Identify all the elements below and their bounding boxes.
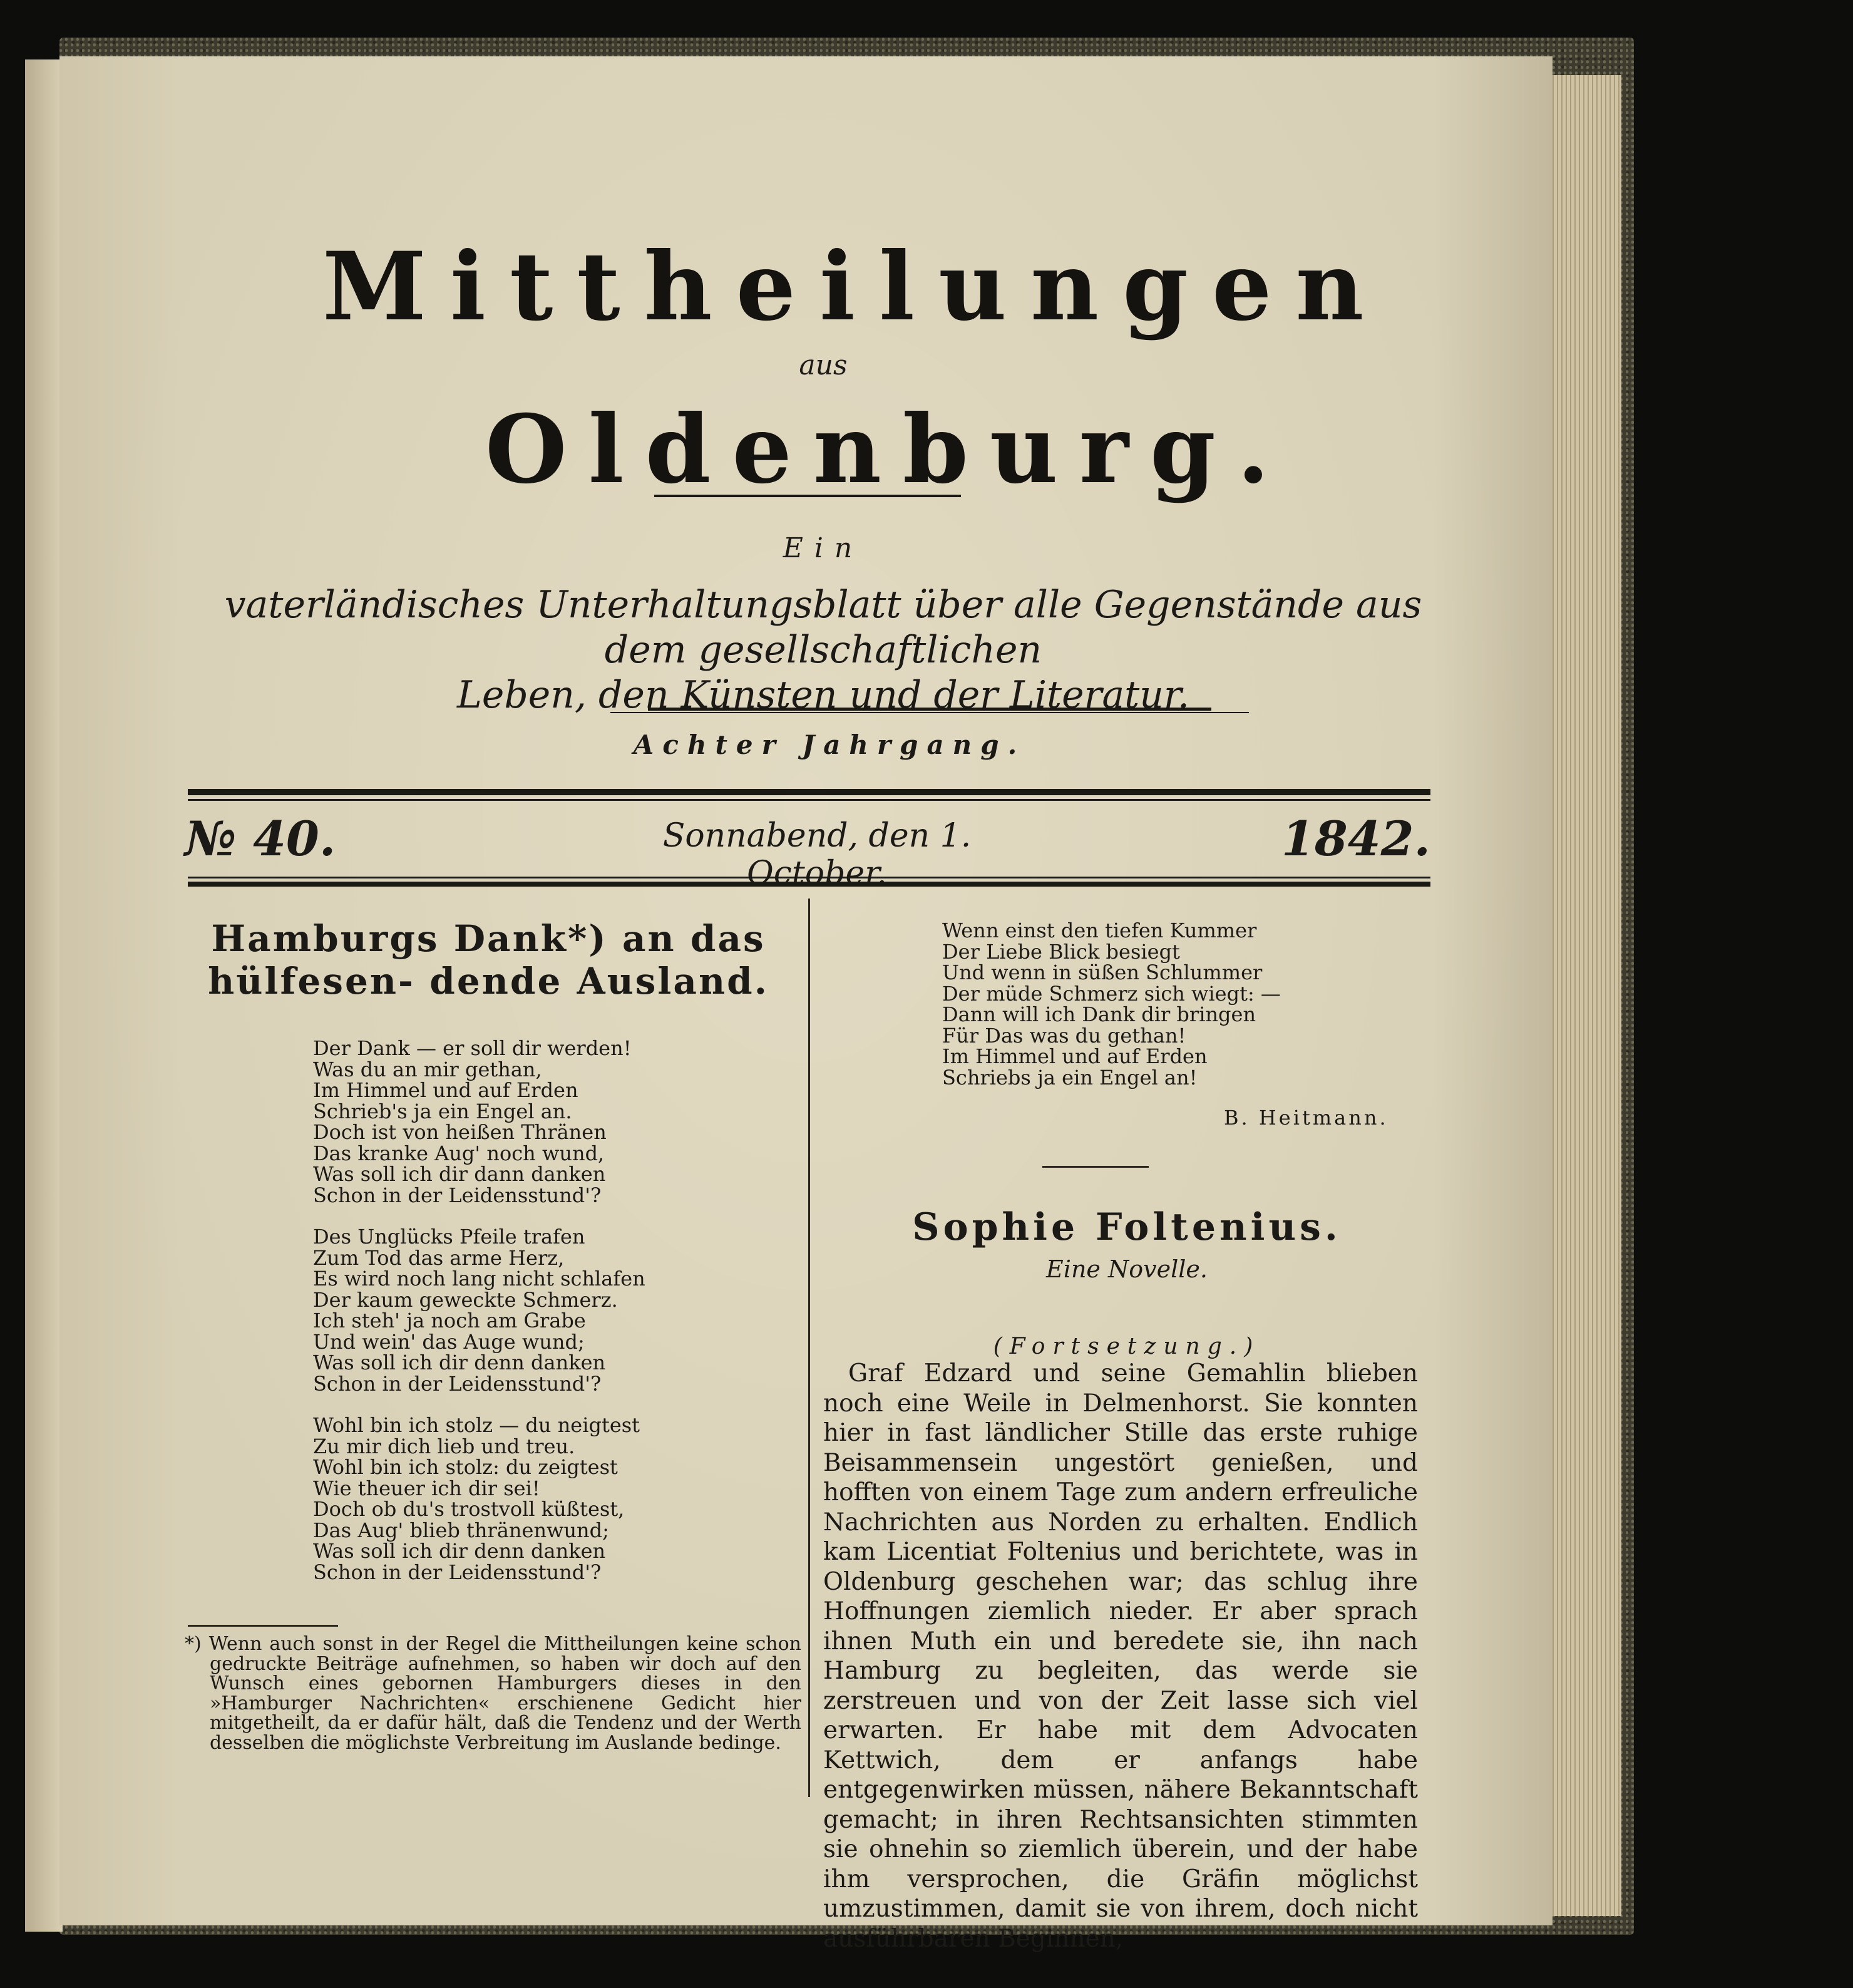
masthead-place: Oldenburg.: [485, 394, 1291, 505]
subtitle-divider: [648, 708, 1211, 711]
masthead-divider: [654, 495, 961, 497]
poem-stanza-3: Wohl bin ich stolz — du neigtest Zu mir dich lieb und treu. Wohl bin ich stolz: du zeigtest Wie theuer ich dir sei! Doch ob du's trostvoll küßtest, Das Aug' blieb thränenwund; Was soll ich dir denn danken Schon in der Leidensstund'?: [313, 1413, 640, 1584]
issue-date: Sonnabend, den 1. October.: [662, 817, 972, 892]
issue-bar-top-thick: [188, 789, 1430, 795]
poem-stanza-2: Des Unglücks Pfeile trafen Zum Tod das arme Herz, Es wird noch lang nicht schlafen Der kaum geweckte Schmerz. Ich steh' ja noch am Grabe Und wein' das Auge wund; Was soll ich dir denn danken Schon in der Leidensstund'?: [313, 1225, 645, 1396]
footnote: *) Wenn auch sonst in der Regel die Mittheilungen keine schon gedruckte Beiträge aufnehmen, so haben wir doch auf den Wunsch eines gebornen Hamburgers dieses in den »Hamburger Nachrichten« erschienene Gedicht hier mitgetheilt, da er dafür hält, daß die Tendenz und der Werth desselben die möglichste Verbreitung im Auslande bedinge.: [185, 1633, 801, 1754]
masthead-title: Mittheilungen: [322, 232, 1388, 342]
issue-number: № 40.: [185, 811, 336, 867]
story-subtitle: Eine Novelle.: [1046, 1255, 1208, 1283]
column-divider: [808, 899, 810, 1797]
poem-author-signature: B. Heitmann.: [1224, 1106, 1388, 1130]
subtitle-line-1: vaterländisches Unterhaltungsblatt über alle Gegenstände aus dem gesellschaftlichen: [224, 583, 1422, 672]
continuation-note: (Fortsetzung.): [993, 1334, 1261, 1359]
poem-continuation-stanza: Wenn einst den tiefen Kummer Der Liebe Blick besiegt Und wenn in süßen Schlummer Der müde Schmerz sich wiegt: — Dann will ich Dank dir bringen Für Das was du gethan! Im Himmel und auf Erden Schriebs ja ein Engel an!: [942, 919, 1281, 1089]
masthead-subtitle: [178, 582, 1468, 718]
masthead-article: Ein: [783, 532, 864, 564]
section-divider: [1042, 1166, 1149, 1168]
issue-bar-top-thin: [188, 799, 1430, 801]
volume-label: Achter Jahrgang.: [633, 729, 1026, 760]
footnote-divider: [188, 1625, 338, 1627]
issue-year: 1842.: [1281, 811, 1430, 867]
subtitle-line-2: Leben, den Künsten und der Literatur.: [456, 673, 1190, 717]
story-body: Graf Edzard und seine Gemahlin blieben noch eine Weile in Delmenhorst. Sie konnten hier in fast ländlicher Stille das erste ruhige Beisammensein ungestört genießen, und hofften von einem Tage zum andern erfreuliche Nachrichten aus Norden zu erhalten. Endlich kam Licentiat Foltenius und berichtete, was in Oldenburg geschehen war; das schlug ihre Hoffnungen ziemlich nieder. Er aber sprach ihnen Muth ein und beredete sie, ihn nach Hamburg zu begleiten, das werde sie zerstreuen und von der Zeit lasse sich viel erwarten. Er habe mit dem Advocaten Kettwich, dem er anfangs habe entgegenwirken müssen, nähere Bekanntschaft gemacht; in ihren Rechtsansichten stimmten sie ohnehin so ziemlich überein, und der habe ihm versprochen, die Gräfin möglichst umzustimmen, damit sie von ihrem, doch nicht ausführbaren Beginnen,: [823, 1359, 1418, 1953]
poem-stanza-1: Der Dank — er soll dir werden! Was du an mir gethan, Im Himmel und auf Erden Schrieb's ja ein Engel an. Doch ist von heißen Thränen Das kranke Aug' noch wund, Was soll ich dir dann danken Schon in der Leidensstund'?: [313, 1036, 632, 1207]
story-title: Sophie Foltenius.: [912, 1205, 1342, 1249]
poem-body: [313, 1038, 645, 1583]
subtitle-divider-thin: [610, 712, 1249, 713]
facing-page-edge: [25, 59, 63, 1932]
issue-bar-bottom-thick: [188, 882, 1430, 887]
masthead-preposition: aus: [799, 349, 848, 381]
issue-bar-bottom-thin: [188, 877, 1430, 878]
poem-title: Hamburgs Dank*) an das hülfesen- dende Ausland.: [208, 917, 769, 1002]
newspaper-page: [59, 56, 1553, 1953]
